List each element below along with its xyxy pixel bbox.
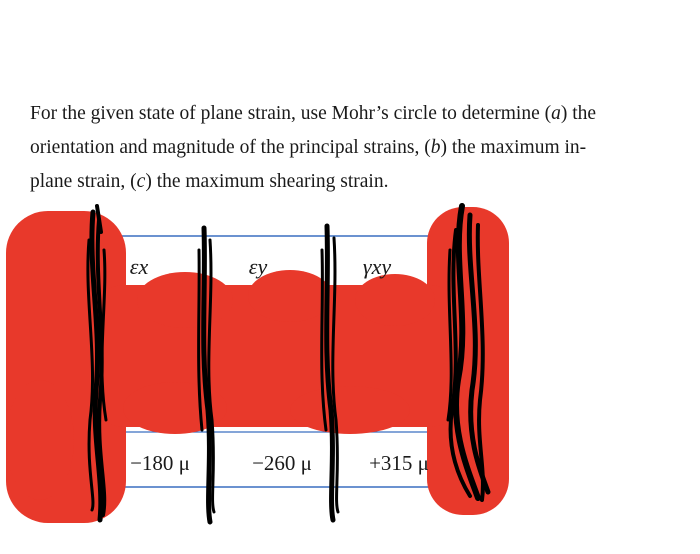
part-a-label: a [551,103,561,124]
value-epsilon-y: −260 μ [252,451,312,475]
text-fragment: plane strain, ( [30,171,137,192]
header-epsilon-x: εx [129,254,149,279]
value-epsilon-x: −180 μ [130,451,190,475]
red-redaction-blob [6,380,74,500]
text-fragment: ) the maximum shearing strain. [145,171,389,192]
part-b-label: b [430,137,441,158]
header-gamma-xy: γxy [362,254,392,279]
text-fragment: ) the maximum in- [440,137,587,158]
text-fragment: orientation and magnitude of the principal strains, ( [30,137,431,158]
text-fragment: For the given state of plane strain, use Mohr’s circle to determine ( [30,103,552,124]
red-redaction-blob [137,272,233,328]
red-redaction-blob [290,386,410,434]
header-epsilon-y: εy [248,254,268,279]
value-gamma-xy: +315 μ [369,451,429,475]
text-fragment: ) the [560,103,597,124]
part-c-label: c [136,171,146,192]
red-redaction-blob [355,274,435,326]
